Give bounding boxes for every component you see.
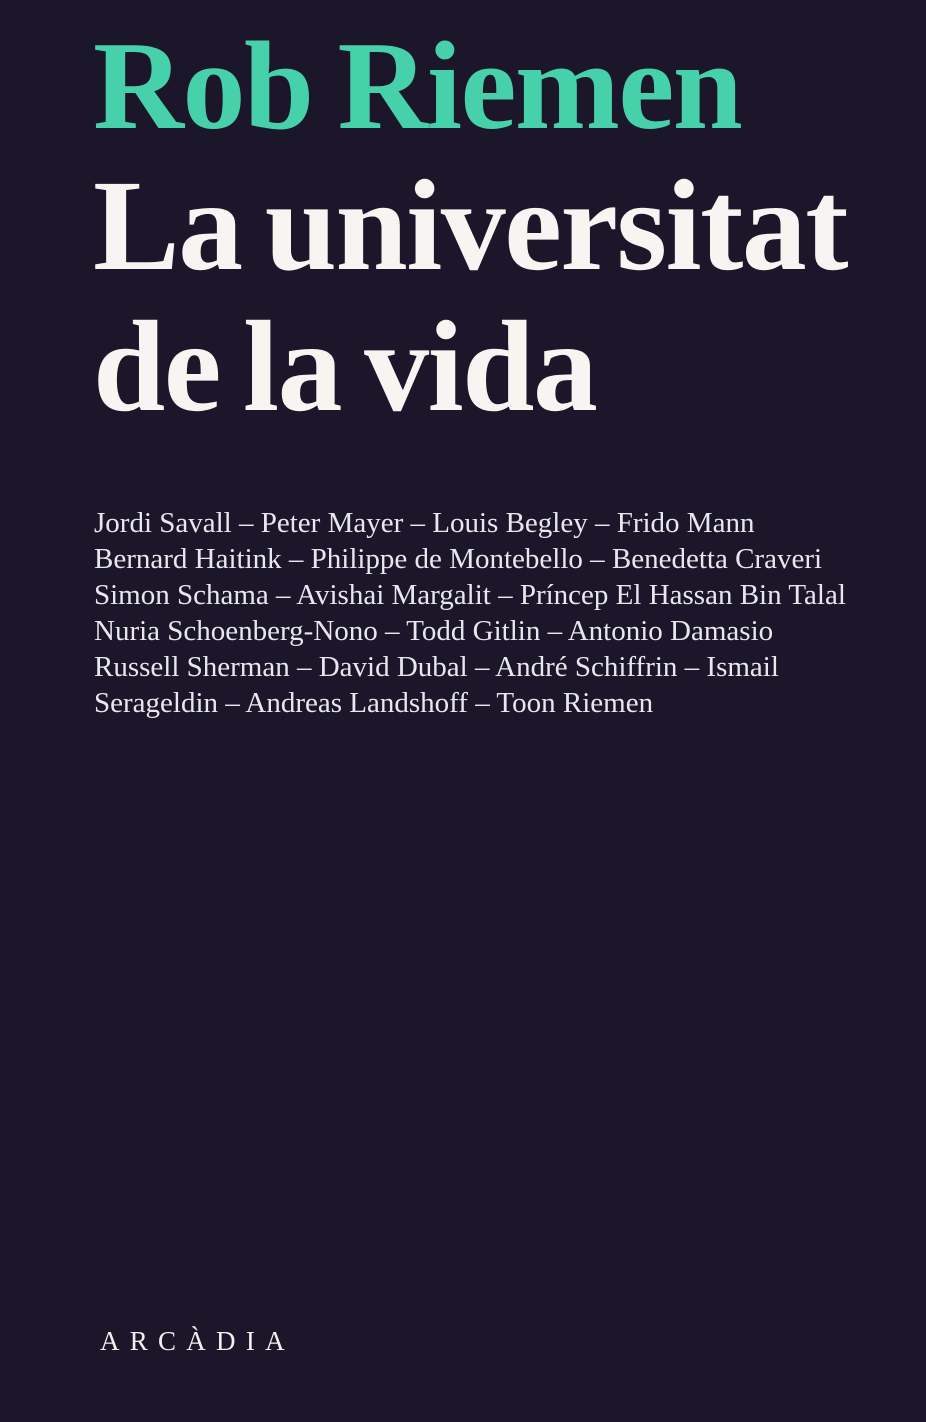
contributor-names-line-3: Simon Schama – Avishai Margalit – Príncep El Hassan Bin Talal <box>94 579 846 611</box>
contributor-names-line-1: Jordi Savall – Peter Mayer – Louis Begley – Frido Mann <box>94 507 755 539</box>
publisher-logotype: ARCÀDIA <box>100 1326 295 1356</box>
contributor-names-line-5: Russell Sherman – David Dubal – André Schiffrin – Ismail <box>94 651 779 683</box>
book-title <box>93 156 847 438</box>
book-title-line-1: La universitat <box>93 154 847 298</box>
contributor-names-line-2: Bernard Haitink – Philippe de Montebello – Benedetta Craveri <box>94 543 823 575</box>
author-name: Rob Riemen <box>93 17 742 156</box>
contributor-names-line-6: Serageldin – Andreas Landshoff – Toon Riemen <box>94 687 654 719</box>
contributor-names <box>94 505 846 721</box>
book-title-line-2: de la vida <box>93 295 597 440</box>
contributor-names-line-4: Nuria Schoenberg-Nono – Todd Gitlin – Antonio Damasio <box>94 615 774 647</box>
